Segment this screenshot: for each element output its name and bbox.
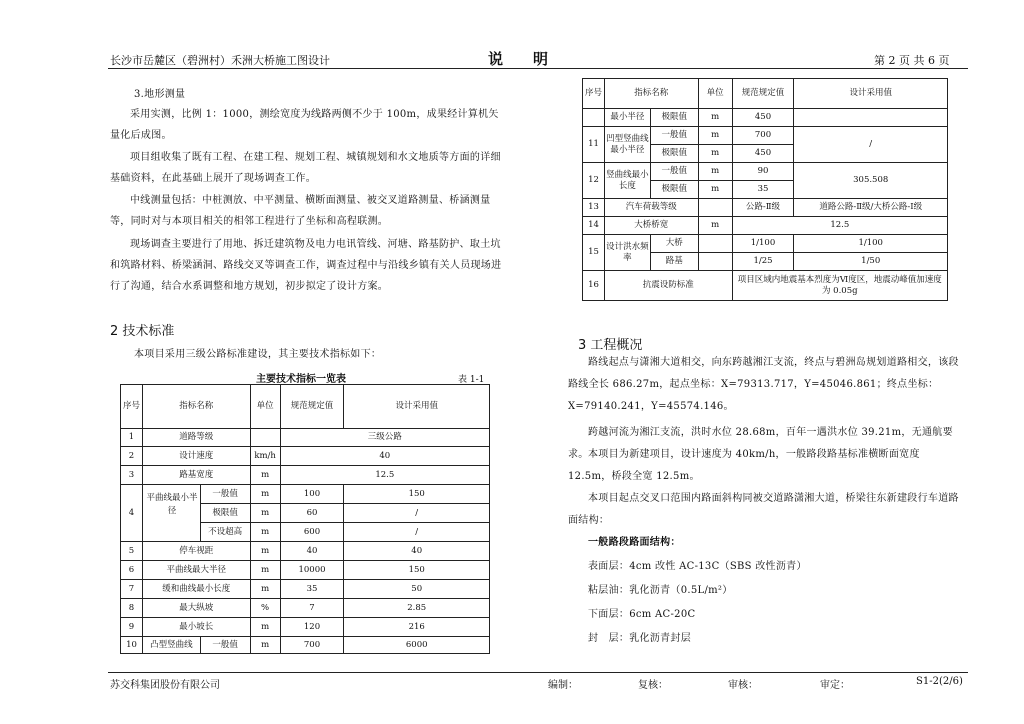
table-row: 最小半径 极限值 m 450 — [583, 109, 948, 127]
page-title: 说 明 — [488, 50, 549, 68]
table-row: 4 一般值 m 100 150 — [121, 485, 490, 504]
table-row: 6 平曲线最大半径 m 10000 150 — [121, 561, 490, 580]
paragraph-route: 路线起点与潇湘大道相交，向东跨越湘江支流，终点与碧洲岛规划道路相交，该段路线全长 686.27m，起点坐标：X=79313.717，Y=45046.861；终点坐标：X=79140.241，Y=45574.146。 — [568, 357, 959, 412]
section-3-heading: 3.地形测量 — [134, 89, 186, 100]
row-4-label: 平曲线最小半径 — [146, 493, 198, 516]
paragraph-investigation: 现场调查主要进行了用地、拆迁建筑物及电力电讯管线、河塘、路基防护、取土坑和筑路材料、桥梁涵洞、路线交叉等调查工作，调查过程中与沿线乡镇有关人员现场进行了沟通，结合水系调整和地方规划，初步拟定了设计方案。 — [110, 239, 502, 292]
table-row: 不设超高 m 600 / — [121, 523, 490, 542]
table-row: 3 路基宽度 m 12.5 — [121, 466, 490, 485]
paragraph-intersection: 本项目起点交叉口范围内路面斜构同被交道路潇湘大道，桥梁往东新建段行车道路面结构： — [568, 493, 959, 526]
paragraph-data: 项目组收集了既有工程、在建工程、规划工程、城镇规划和水文地质等方面的详细基础资料，在此基础上展开了现场调查工作。 — [110, 152, 501, 184]
paragraph-centerline: 中线测量包括：中桩测放、中平测量、横断面测量、被交叉道路测量、桥涵测量等，同时对与本项目相关的相邻工程进行了坐标和高程联测。 — [110, 195, 491, 227]
paragraph-speed: 本项目为新建项目，设计速度为 40km/h，一般路段路基标准横断面宽度 12.5m，桥段全宽 12.5m。 — [568, 449, 920, 482]
col-std: 规范规定值 — [280, 385, 344, 429]
tech-index-table — [120, 384, 490, 654]
section-2-heading: 2 技术标准 — [110, 324, 175, 339]
table-row: 极限值 m 35 — [583, 181, 948, 199]
table-row: 极限值 m 60 / — [121, 504, 490, 523]
table-row: 10 凸型竖曲线 一般值 m 700 6000 — [121, 637, 490, 654]
page-number: 第 2 页 共 6 页 — [874, 54, 950, 67]
section-3-overview-heading: 3 工程概况 — [578, 338, 643, 353]
pavement-title: 一般路段路面结构： — [588, 537, 681, 548]
table-row: 极限值 m 450 — [583, 145, 948, 163]
col-no: 序号 — [121, 385, 143, 429]
col-name: 指标名称 — [142, 385, 250, 429]
paragraph-survey: 采用实测，比例 1：1000，测绘宽度为线路两侧不少于 100m，成果经计算机矢量化后成图。 — [110, 109, 499, 141]
paragraph-river: 跨越河流为湘江支流，洪时水位 28.68m，百年一遇洪水位 39.21m，无通航要求。 — [568, 427, 953, 460]
table-row: 路基 1/25 1/50 — [583, 253, 948, 271]
drawing-code: S1-2(2/6) — [916, 676, 963, 687]
section-2-intro: 本项目采用三级公路标准建设，其主要技术指标如下： — [134, 349, 382, 360]
footer-rule — [108, 672, 968, 673]
table-title: 主要技术指标一览表 — [256, 374, 346, 385]
table-number: 表 1-1 — [458, 375, 485, 385]
footer-draw: 编制： — [548, 680, 578, 691]
table-row: 9 最小坡长 m 120 216 — [121, 618, 490, 637]
pavement-layer-2: 粘层油：乳化沥青（0.5L/m²） — [588, 585, 733, 596]
tech-index-table-continued: 序号 指标名称 单位 规范规定值 设计采用值 最小半径 极限值 m 450 11 凹型竖曲线最小半径 一般值 m 700 / 极限值 m 450 12 竖曲线最小长度 一般值 m 90 305.508 极限值 m 35 13 汽车荷载等级 公路-Ⅱ级 道路公路-Ⅱ级/大桥公路-Ⅰ级 14 大桥桥宽 m 12.5 15 设计洪水频率 大桥 1/100 1/100 路基 1/25 1/50 16 抗震设防标准 项目区域内地震基本烈度为Ⅵ度区，地震动峰值加速度为 0.05g — [582, 78, 948, 301]
header-rule — [108, 68, 968, 69]
project-name: 长沙市岳麓区（碧洲村）禾洲大桥施工图设计 — [110, 54, 330, 67]
table-row: 2 设计速度 km/h 40 — [121, 447, 490, 466]
footer-review: 审核： — [728, 680, 758, 691]
table-row: 1 道路等级 三级公路 — [121, 429, 490, 447]
table-row: 15 设计洪水频率 大桥 1/100 1/100 — [583, 235, 948, 253]
table-row: 16 抗震设防标准 项目区域内地震基本烈度为Ⅵ度区，地震动峰值加速度为 0.05g — [583, 271, 948, 301]
col-val: 设计采用值 — [344, 385, 490, 429]
pavement-layer-3: 下面层：6cm AC-20C — [588, 609, 696, 620]
table-row: 8 最大纵坡 % 7 2.85 — [121, 599, 490, 618]
table-row: 5 停车视距 m 40 40 — [121, 542, 490, 561]
company-name: 苏交科集团股份有限公司 — [110, 680, 220, 691]
table-row: 12 竖曲线最小长度 一般值 m 90 305.508 — [583, 163, 948, 181]
col-unit: 单位 — [250, 385, 280, 429]
table-row: 11 凹型竖曲线最小半径 一般值 m 700 / — [583, 127, 948, 145]
footer-check: 复核： — [638, 680, 668, 691]
table-row: 14 大桥桥宽 m 12.5 — [583, 217, 948, 235]
pavement-layer-1: 表面层：4cm 改性 AC-13C（SBS 改性沥青） — [588, 561, 807, 572]
table-row: 13 汽车荷载等级 公路-Ⅱ级 道路公路-Ⅱ级/大桥公路-Ⅰ级 — [583, 199, 948, 217]
footer-approve: 审定： — [820, 680, 850, 691]
pavement-layer-4: 封 层：乳化沥青封层 — [588, 633, 691, 644]
table-row: 7 缓和曲线最小长度 m 35 50 — [121, 580, 490, 599]
